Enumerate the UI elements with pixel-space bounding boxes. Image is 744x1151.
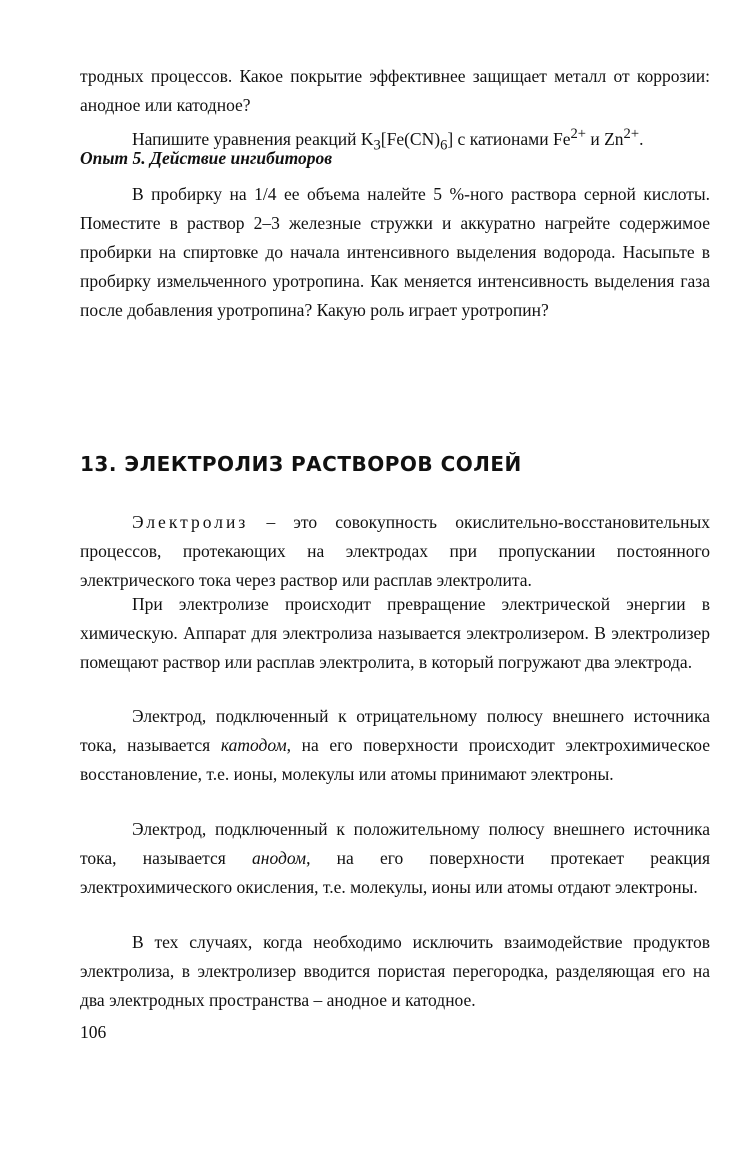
term-electrolysis: Электролиз [132,512,249,532]
equation-prompt: Напишите уравнения реакций $K_3[Fe(CN)_6]$ с катионами $Fe^{2+}$ и $Zn^{2+}$. [132,126,644,154]
page-number: 106 [80,1022,107,1042]
anode-paragraph: Электрод, подключенный к положительному полюсу внешнего источника тока, называется анодом, на его поверхности протекает реакция электрохимического окисления, т.е. молекулы, ионы или атомы отдают электроны. [80,819,710,897]
section-title: 13. ЭЛЕКТРОЛИЗ РАСТВОРОВ СОЛЕЙ [80,452,522,476]
electrolyzer-paragraph: При электролизе происходит превращение электрической энергии в химическую. Аппарат для электролиза называется электролизером. В электролизер помещают раствор или расплав электролита, в который погружают два электрода. [80,594,710,672]
diaphragm-paragraph: В тех случаях, когда необходимо исключить взаимодействие продуктов электролиза, в электролизер вводится пористая перегородка, разделяющая его на два электродных пространства – анодное и катодное. [80,932,710,1010]
intro-paragraph: тродных процессов. Какое покрытие эффективнее защищает металл от коррозии: анодное или катодное? [80,66,710,115]
term-anode: анодом [252,848,307,868]
cathode-paragraph: Электрод, подключенный к отрицательному полюсу внешнего источника тока, называется катодом, на его поверхности происходит электрохимическое восстановление, т.е. ионы, молекулы или атомы принимают электроны. [80,706,710,784]
electrolysis-definition: Электролиз – это совокупность окислительно-восстановительных процессов, протекающих на электродах при пропускании постоянного электрического тока через раствор или расплав электролита. [80,512,710,590]
experiment-body: В пробирку на 1/4 ее объема налейте 5 %-ного раствора серной кислоты. Поместите в раствор 2–3 железные стружки и аккуратно нагрейте содержимое пробирки на спиртовке до начала интенсивного выделения водорода. Насыпьте в пробирку измельченного уротропина. Как меняется интенсивность выделения газа после добавления уротропина? Какую роль играет уротропин? [80,184,710,320]
experiment-title: Опыт 5. Действие ингибиторов [80,148,333,168]
term-cathode: катодом [220,735,287,755]
